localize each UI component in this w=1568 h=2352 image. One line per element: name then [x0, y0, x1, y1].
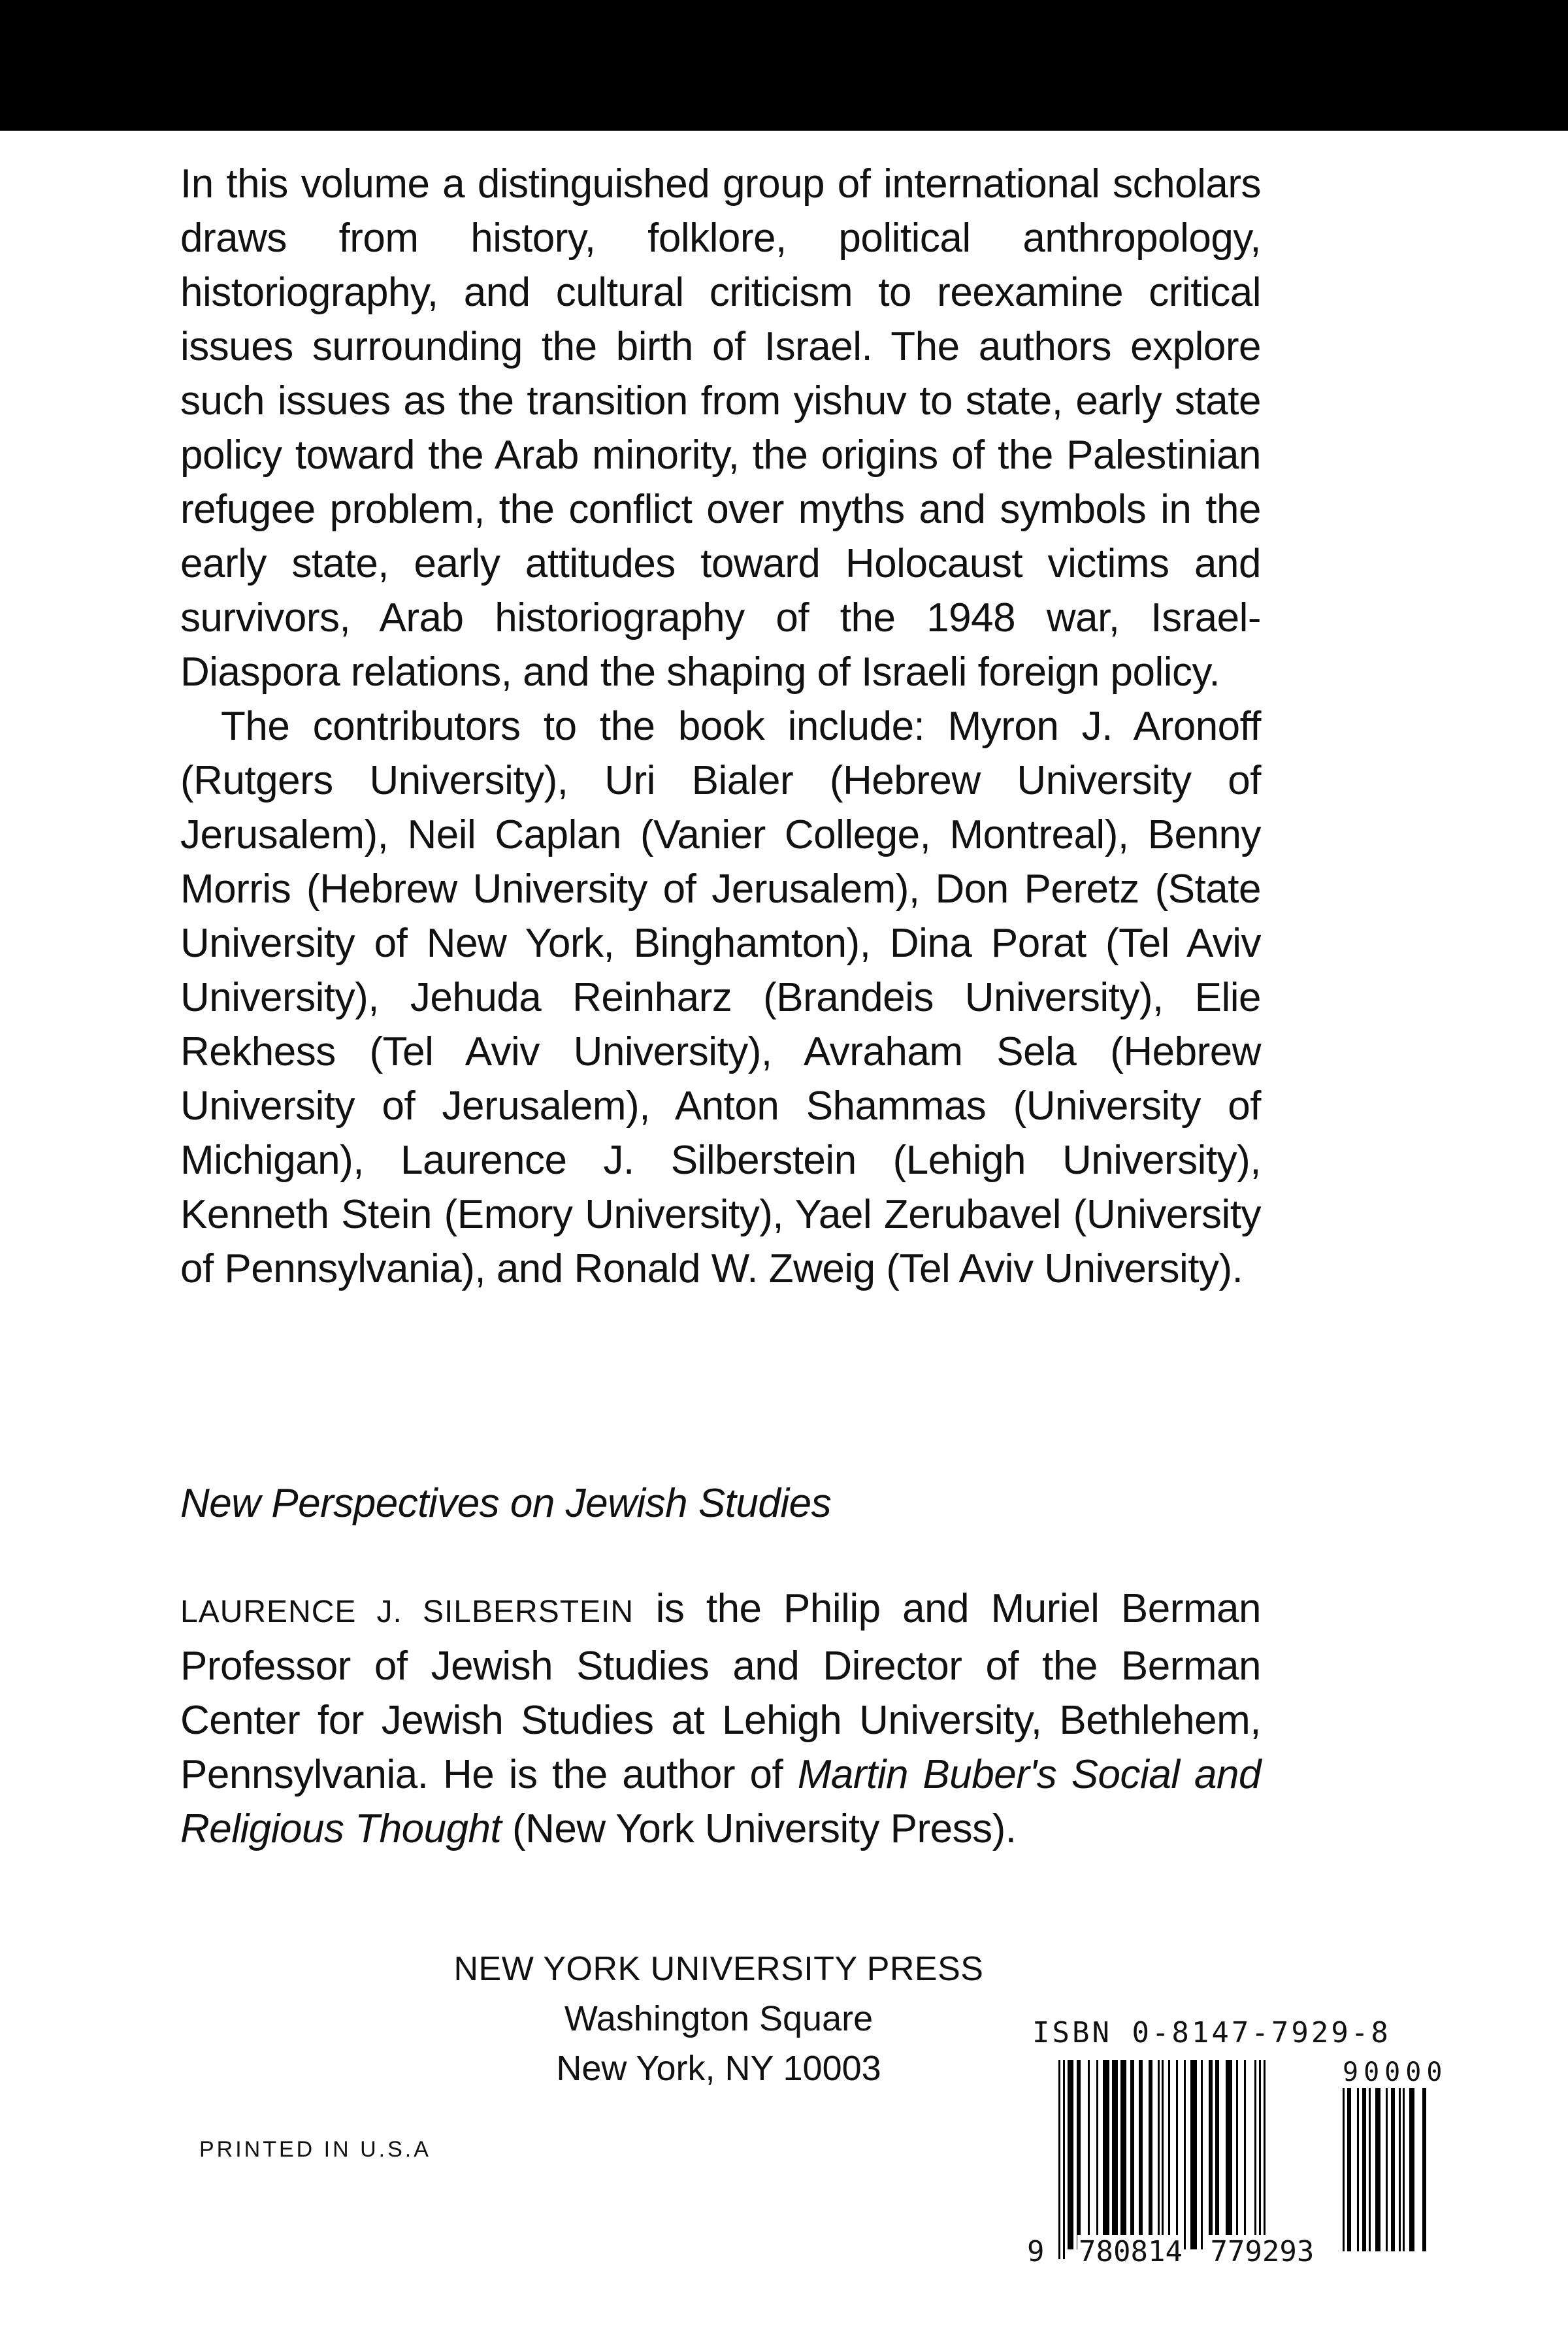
addon-barcode — [1343, 2088, 1434, 2251]
top-black-band — [0, 0, 1568, 131]
addon-barcode-bars-icon — [1343, 2088, 1434, 2251]
ean-first-digit: 9 — [1027, 2235, 1045, 2268]
barcode-bars-icon — [1058, 2060, 1281, 2259]
author-bio — [180, 1582, 1261, 1856]
ean-barcode — [1058, 2060, 1281, 2259]
publisher-address-line-2: New York, NY 10003 — [556, 2049, 881, 2088]
bio-text-1: is the Philip and Muriel Berman Professor of Jewish Studies and Director of the Berman Center for Jewish Studies at Lehigh University, Bethlehem, Pennsylvania. He is the author of — [180, 1586, 1262, 1797]
author-bio-paragraph — [180, 1582, 1261, 1856]
ean-number — [1026, 2235, 1315, 2268]
publisher-block — [418, 1944, 1019, 2093]
description-block — [180, 157, 1261, 1296]
description-paragraph-1: In this volume a distinguished group of international scholars draws from history, folklore, political anthropology, historiography, and cultural criticism to reexamine critical issues surrounding the birth of Israel. The authors explore such issues as the transition from yishuv to state, early state policy toward the Arab minority, the origins of the Palestinian refugee problem, the conflict over myths and symbols in the early state, early attitudes toward Holocaust victims and survivors, Arab historiography of the 1948 war, Israel-Diaspora relations, and the shaping of Israeli foreign policy. — [180, 161, 1261, 695]
ean-group-1: 780814 — [1079, 2235, 1183, 2268]
printed-in-label: PRINTED IN U.S.A — [199, 2137, 431, 2162]
ean-group-2: 779293 — [1210, 2235, 1315, 2268]
publisher-address-line-1: Washington Square — [564, 1999, 874, 2038]
bio-text-2: (New York University Press). — [501, 1806, 1017, 1851]
series-title: New Perspectives on Jewish Studies — [180, 1481, 832, 1526]
isbn-label: ISBN 0-8147-7929-8 — [1032, 2016, 1391, 2049]
publisher-name: NEW YORK UNIVERSITY PRESS — [453, 1950, 984, 1988]
author-name: LAURENCE J. SILBERSTEIN — [180, 1595, 634, 1629]
addon-price-code: 90000 — [1343, 2057, 1448, 2087]
book-title: Martin Buber's Social and Religious Thought — [180, 1752, 1262, 1851]
contributors-paragraph: The contributors to the book include: Myron J. Aronoff (Rutgers University), Uri Bialer (Hebrew University of Jerusalem), Neil Caplan (Vanier College, Montreal), Benny Morris (Hebrew University of Jerusalem), Don Peretz (State University of New York, Binghamton), Dina Porat (Tel Aviv University), Jehuda Reinharz (Brandeis University), Elie Rekhess (Tel Aviv University), Avraham Sela (Hebrew University of Jerusalem), Anton Shammas (University of Michigan), Laurence J. Silberstein (Lehigh University), Kenneth Stein (Emory University), Yael Zerubavel (University of Pennsylvania), and Ronald W. Zweig (Tel Aviv University). — [180, 704, 1261, 1291]
